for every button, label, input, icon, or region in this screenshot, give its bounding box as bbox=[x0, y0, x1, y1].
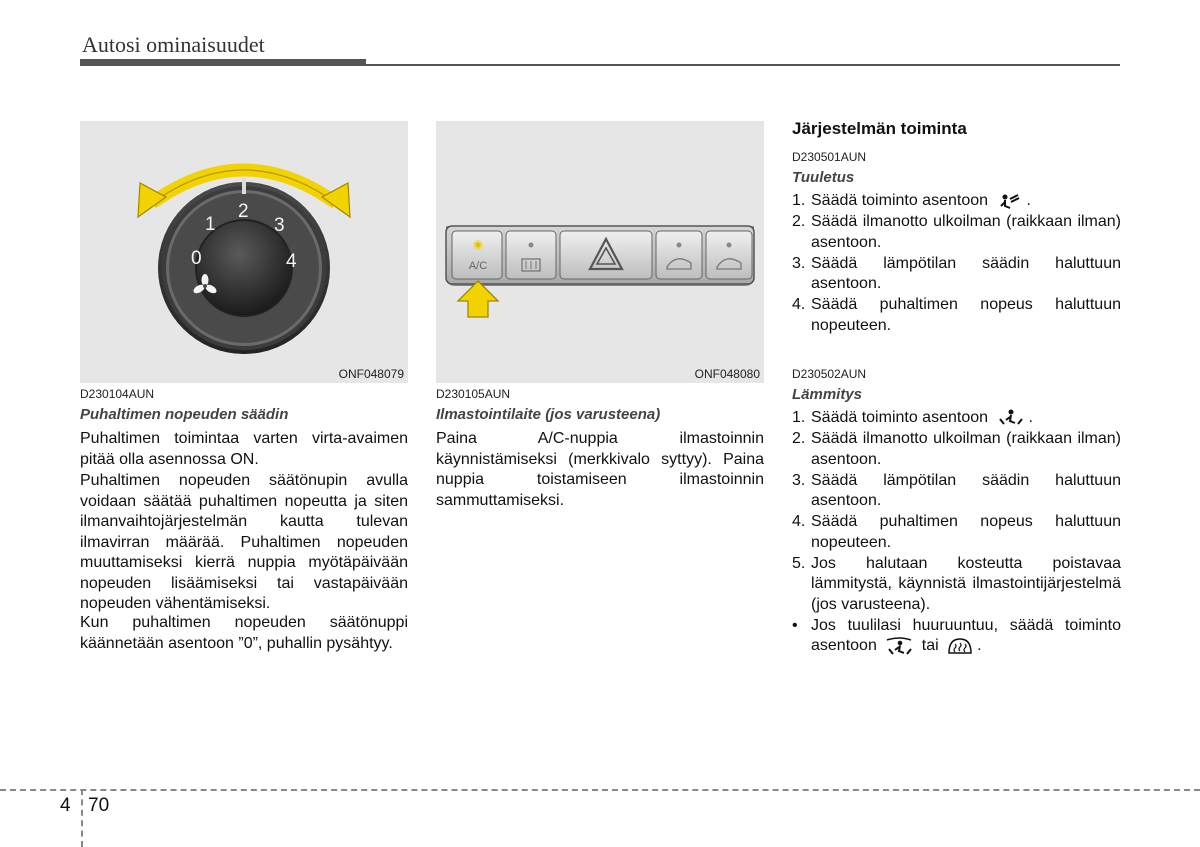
section-subhead: Tuuletus bbox=[792, 169, 855, 186]
vent-steps-list bbox=[792, 191, 1121, 337]
footer-divider bbox=[81, 789, 83, 847]
paragraph: Kun puhaltimen nopeuden säätönuppi käännetään asentoon ”0”, puhallin pysähtyy. bbox=[80, 614, 408, 652]
section-code: D230501AUN bbox=[792, 150, 867, 164]
paragraph: Puhaltimen toimintaa varten virta-avaimen pitää olla asennossa ON. bbox=[80, 430, 408, 468]
header-rule-thin bbox=[366, 64, 1120, 66]
knob-label-0: 0 bbox=[191, 248, 202, 269]
knob-label-1: 1 bbox=[205, 214, 216, 235]
list-item: 1. Säädä toiminto asentoon . bbox=[792, 192, 1031, 209]
floor-defrost-mode-icon bbox=[885, 636, 913, 656]
list-item: 3. Säädä lämpötilan säädin haluttuun asentoon. bbox=[792, 471, 1121, 510]
fan-knob-figure bbox=[80, 121, 408, 383]
section-code: D230104AUN bbox=[80, 387, 155, 401]
list-item: • Jos tuulilasi huuruuntuu, säädä toiminto asentoon tai . bbox=[792, 616, 1121, 655]
list-item: 2. Säädä ilmanotto ulkoilman (raikkaan ilman) asentoon. bbox=[792, 213, 1121, 251]
page-header-title: Autosi ominaisuudet bbox=[82, 32, 265, 57]
list-item: 2. Säädä ilmanotto ulkoilman (raikkaan ilman) asentoon. bbox=[792, 430, 1121, 468]
section-subhead: Lämmitys bbox=[792, 386, 863, 403]
knob-label-3: 3 bbox=[274, 215, 285, 236]
page-number: 70 bbox=[88, 795, 110, 816]
list-item: 5. Jos halutaan kosteutta poistavaa lämmitystä, käynnistä ilmastointijärjestelmä (jos varusteena). bbox=[792, 555, 1121, 613]
section-heading: Järjestelmän toiminta bbox=[792, 119, 967, 138]
list-item: 4. Säädä puhaltimen nopeus haluttuun nopeuteen. bbox=[792, 296, 1121, 334]
section-code: D230502AUN bbox=[792, 367, 867, 381]
header-rule bbox=[80, 59, 366, 66]
ac-panel-illustration bbox=[436, 121, 764, 383]
ac-button-label: A/C bbox=[468, 260, 488, 272]
figure-code: ONF048080 bbox=[694, 367, 760, 381]
floor-mode-icon bbox=[996, 409, 1024, 427]
section-subhead: Ilmastointilaite (jos varusteena) bbox=[436, 406, 661, 423]
footer-rule bbox=[0, 789, 1200, 791]
list-item: 3. Säädä lämpötilan säädin haluttuun asentoon. bbox=[792, 254, 1121, 293]
section-subhead: Puhaltimen nopeuden säädin bbox=[80, 406, 289, 423]
knob-label-4: 4 bbox=[286, 251, 297, 272]
paragraph: Puhaltimen nopeuden säätönupin avulla voidaan säätää puhaltimen nopeutta ja siten ilmanvaihtojärjestelmän kautta tulevan ilmavirran määrää. Puhaltimen nopeuden muuttamiseksi kierrä nuppia myötäpäivään nopeuden lisäämiseksi tai vastapäivään nopeuden vähentämiseksi. bbox=[80, 472, 408, 612]
list-item: 1. Säädä toiminto asentoon . bbox=[792, 409, 1033, 426]
figure-code: ONF048079 bbox=[338, 367, 404, 381]
heat-steps-list bbox=[792, 408, 1121, 658]
chapter-number: 4 bbox=[60, 795, 71, 816]
section-code: D230105AUN bbox=[436, 387, 511, 401]
ac-panel-figure bbox=[436, 121, 764, 383]
defrost-mode-icon bbox=[947, 636, 973, 656]
fan-knob-illustration bbox=[80, 121, 408, 383]
vent-mode-icon bbox=[996, 192, 1022, 210]
paragraph: Paina A/C-nuppia ilmastoinnin käynnistämiseksi (merkkivalo syttyy). Paina nuppia toistamiseen ilmastoinnin sammuttamiseksi. bbox=[436, 430, 764, 509]
list-item: 4. Säädä puhaltimen nopeus haluttuun nopeuteen. bbox=[792, 513, 1121, 551]
knob-label-2: 2 bbox=[238, 201, 249, 222]
